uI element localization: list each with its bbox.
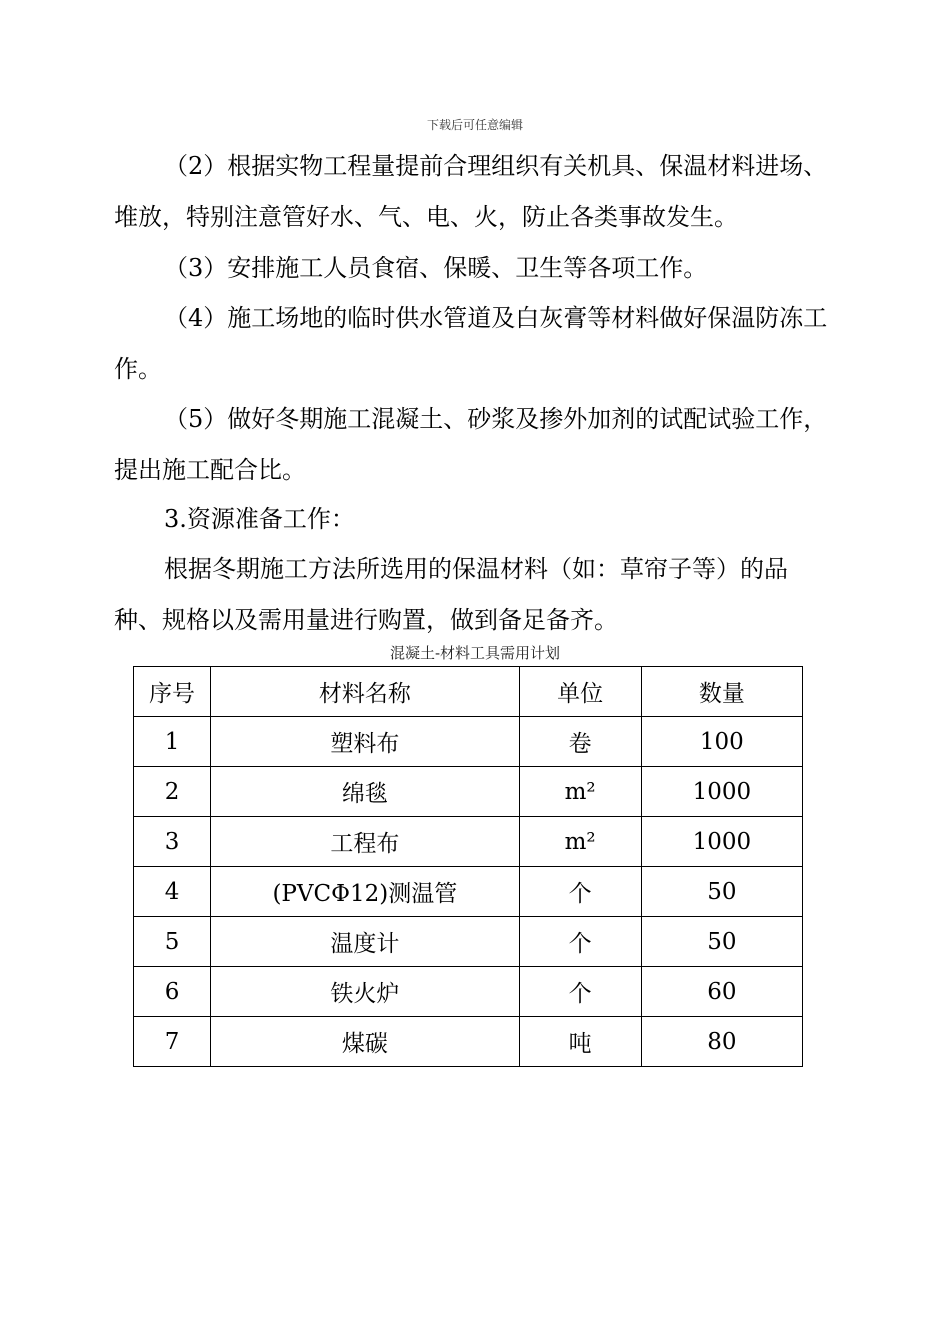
paragraph-5: （5）做好冬期施工混凝土、砂浆及掺外加剂的试配试验工作，提出施工配合比。	[114, 405, 828, 484]
table-row	[134, 967, 803, 1017]
paragraph-4: （4）施工场地的临时供水管道及白灰膏等材料做好保温防冻工作。	[114, 304, 828, 383]
cell-index: 4	[134, 867, 211, 917]
table-caption: 混凝土-材料工具需用计划	[389, 644, 561, 662]
cell-unit: m²	[519, 767, 641, 817]
table-row	[134, 767, 803, 817]
cell-unit: 个	[519, 917, 641, 967]
cell-index: 2	[134, 767, 211, 817]
table-row	[134, 1017, 803, 1067]
cell-name: 塑料布	[211, 717, 519, 767]
header-index: 序号	[134, 667, 211, 717]
cell-quantity: 60	[641, 967, 802, 1017]
cell-name: 工程布	[211, 817, 519, 867]
cell-index: 3	[134, 817, 211, 867]
cell-unit: 卷	[519, 717, 641, 767]
table-row	[134, 917, 803, 967]
cell-quantity: 50	[641, 917, 802, 967]
cell-name: 铁火炉	[211, 967, 519, 1017]
paragraph-2: （2）根据实物工程量提前合理组织有关机具、保温材料进场、堆放，特别注意管好水、气、电、火，防止各类事故发生。	[114, 152, 828, 231]
table-row	[134, 817, 803, 867]
cell-index: 7	[134, 1017, 211, 1067]
table-header-row	[134, 667, 803, 717]
cell-name: 煤碳	[211, 1017, 519, 1067]
cell-index: 6	[134, 967, 211, 1017]
cell-unit: 个	[519, 867, 641, 917]
header-unit: 单位	[519, 667, 641, 717]
cell-quantity: 50	[641, 867, 802, 917]
page-header: 下载后可任意编辑	[426, 118, 523, 132]
table-row	[134, 717, 803, 767]
table-row	[134, 867, 803, 917]
header-name: 材料名称	[211, 667, 519, 717]
cell-name: (PVCΦ12)测温管	[211, 867, 519, 917]
cell-quantity: 1000	[641, 817, 802, 867]
header-quantity: 数量	[641, 667, 802, 717]
section-heading: 3.资源准备工作：	[164, 505, 355, 533]
cell-name: 绵毯	[211, 767, 519, 817]
cell-quantity: 100	[641, 717, 802, 767]
materials-table	[133, 666, 803, 1067]
cell-unit: 个	[519, 967, 641, 1017]
cell-name: 温度计	[211, 917, 519, 967]
cell-index: 5	[134, 917, 211, 967]
paragraph-resources: 根据冬期施工方法所选用的保温材料（如：草帘子等）的品种、规格以及需用量进行购置，做到备足备齐。	[114, 555, 788, 634]
cell-index: 1	[134, 717, 211, 767]
paragraph-3: （3）安排施工人员食宿、保暖、卫生等各项工作。	[164, 254, 708, 282]
cell-quantity: 1000	[641, 767, 802, 817]
cell-unit: m²	[519, 817, 641, 867]
cell-quantity: 80	[641, 1017, 802, 1067]
cell-unit: 吨	[519, 1017, 641, 1067]
